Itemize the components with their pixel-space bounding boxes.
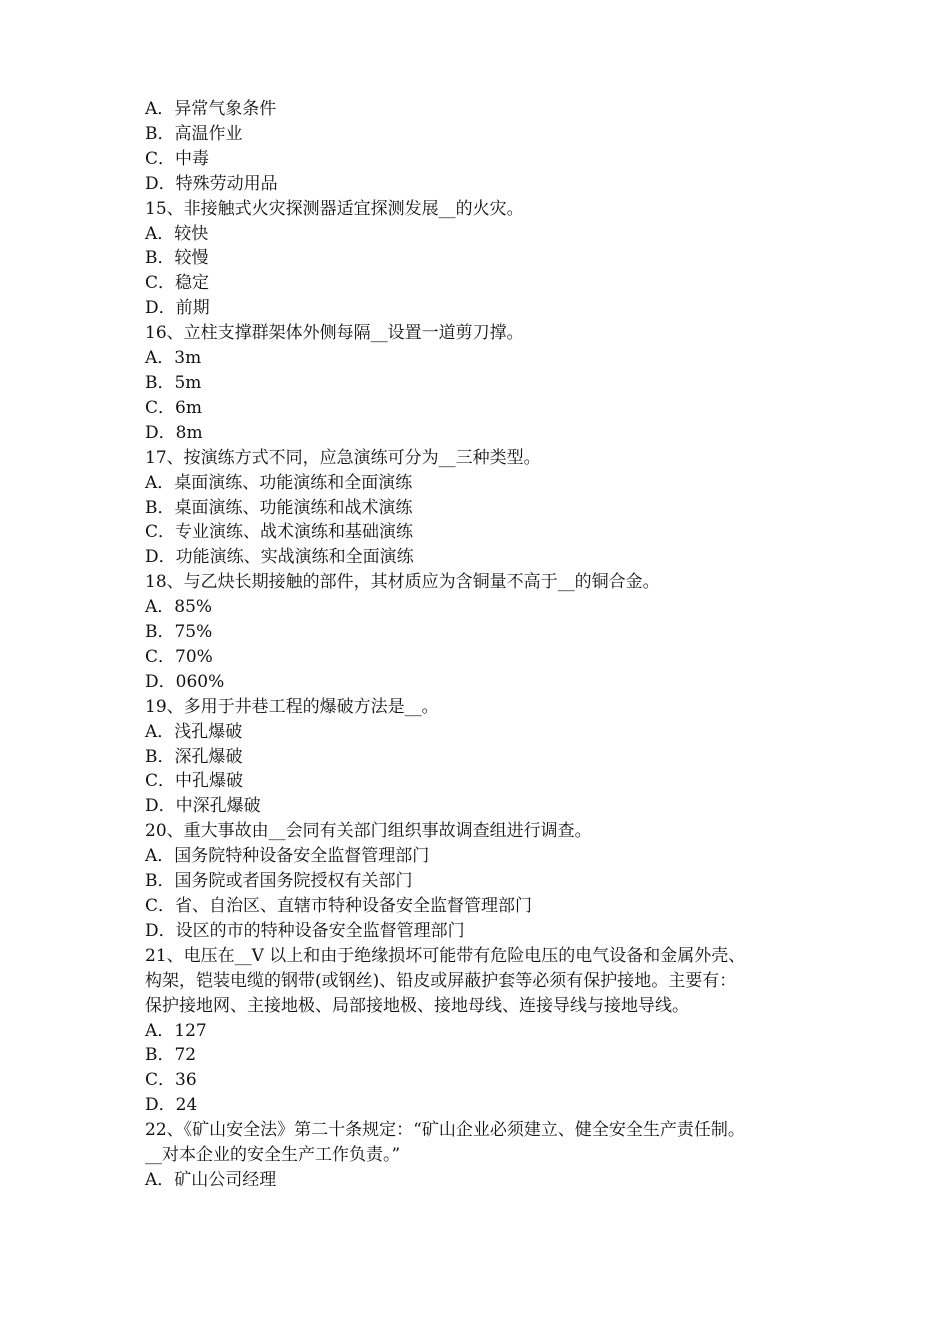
question-19: 19、多用于井巷工程的爆破方法是__。 [145, 696, 439, 717]
question-15: 15、非接触式火灾探测器适宜探测发展__的火灾。 [145, 198, 524, 219]
option-line: C．稳定 [145, 273, 210, 294]
option-line: A．3m [145, 348, 202, 369]
option-line: D．中深孔爆破 [145, 796, 261, 817]
option-line: B．桌面演练、功能演练和战术演练 [145, 497, 413, 518]
option-line: B．较慢 [145, 248, 209, 269]
option-line: B．75% [145, 622, 213, 643]
option-line: D．设区的市的特种设备安全监督管理部门 [145, 920, 465, 941]
option-line: D．8m [145, 422, 203, 443]
question-20: 20、重大事故由__会同有关部门组织事故调查组进行调查。 [145, 821, 592, 842]
option-line: C．中孔爆破 [145, 771, 244, 792]
option-line: C．省、自治区、直辖市特种设备安全监督管理部门 [145, 896, 533, 916]
document-page [145, 97, 825, 1193]
option-line: D．功能演练、实战演练和全面演练 [145, 547, 414, 568]
option-line: A．矿山公司经理 [145, 1169, 277, 1190]
option-line: C．70% [145, 646, 213, 667]
option-line: B．5m [145, 372, 202, 393]
option-line: C．专业演练、战术演练和基础演练 [145, 522, 414, 543]
question-21-cont: 保护接地网、主接地极、局部接地极、接地母线、连接导线与接地导线。 [145, 995, 689, 1016]
question-21: 21、电压在__V 以上和由于绝缘损坏可能带有危险电压的电气设备和金属外壳、 [145, 945, 746, 966]
option-line: C．中毒 [145, 148, 210, 169]
question-17: 17、按演练方式不同，应急演练可分为__三种类型。 [145, 447, 541, 468]
option-line: A．桌面演练、功能演练和全面演练 [145, 472, 413, 493]
option-line: D．前期 [145, 298, 210, 319]
option-line: A．127 [145, 1020, 207, 1041]
option-line: C．6m [145, 397, 202, 418]
option-line: A．较快 [145, 223, 209, 244]
option-line: C．36 [145, 1070, 197, 1091]
option-line: A．85% [145, 597, 213, 618]
option-line: D．特殊劳动用品 [145, 173, 278, 194]
option-line: A．异常气象条件 [145, 99, 277, 119]
option-line: B．72 [145, 1045, 197, 1066]
option-line: A．浅孔爆破 [145, 721, 243, 742]
question-22-cont: __对本企业的安全生产工作负责。” [145, 1145, 401, 1166]
option-line: A．国务院特种设备安全监督管理部门 [145, 846, 430, 867]
option-line: D．060% [145, 671, 225, 692]
option-line: D．24 [145, 1095, 198, 1116]
question-18: 18、与乙炔长期接触的部件，其材质应为含铜量不高于__的铜合金。 [145, 572, 660, 593]
question-22: 22、《矿山安全法》第二十条规定：“矿山企业必须建立、健全安全生产责任制。 [145, 1120, 745, 1141]
question-16: 16、立柱支撑群架体外侧每隔__设置一道剪刀撑。 [145, 323, 524, 344]
option-line: B．高温作业 [145, 123, 243, 144]
question-21-cont: 构架，铠装电缆的钢带(或钢丝)、铅皮或屏蔽护套等必须有保护接地。主要有： [145, 970, 737, 991]
option-line: B．深孔爆破 [145, 746, 243, 767]
option-line: B．国务院或者国务院授权有关部门 [145, 871, 413, 892]
